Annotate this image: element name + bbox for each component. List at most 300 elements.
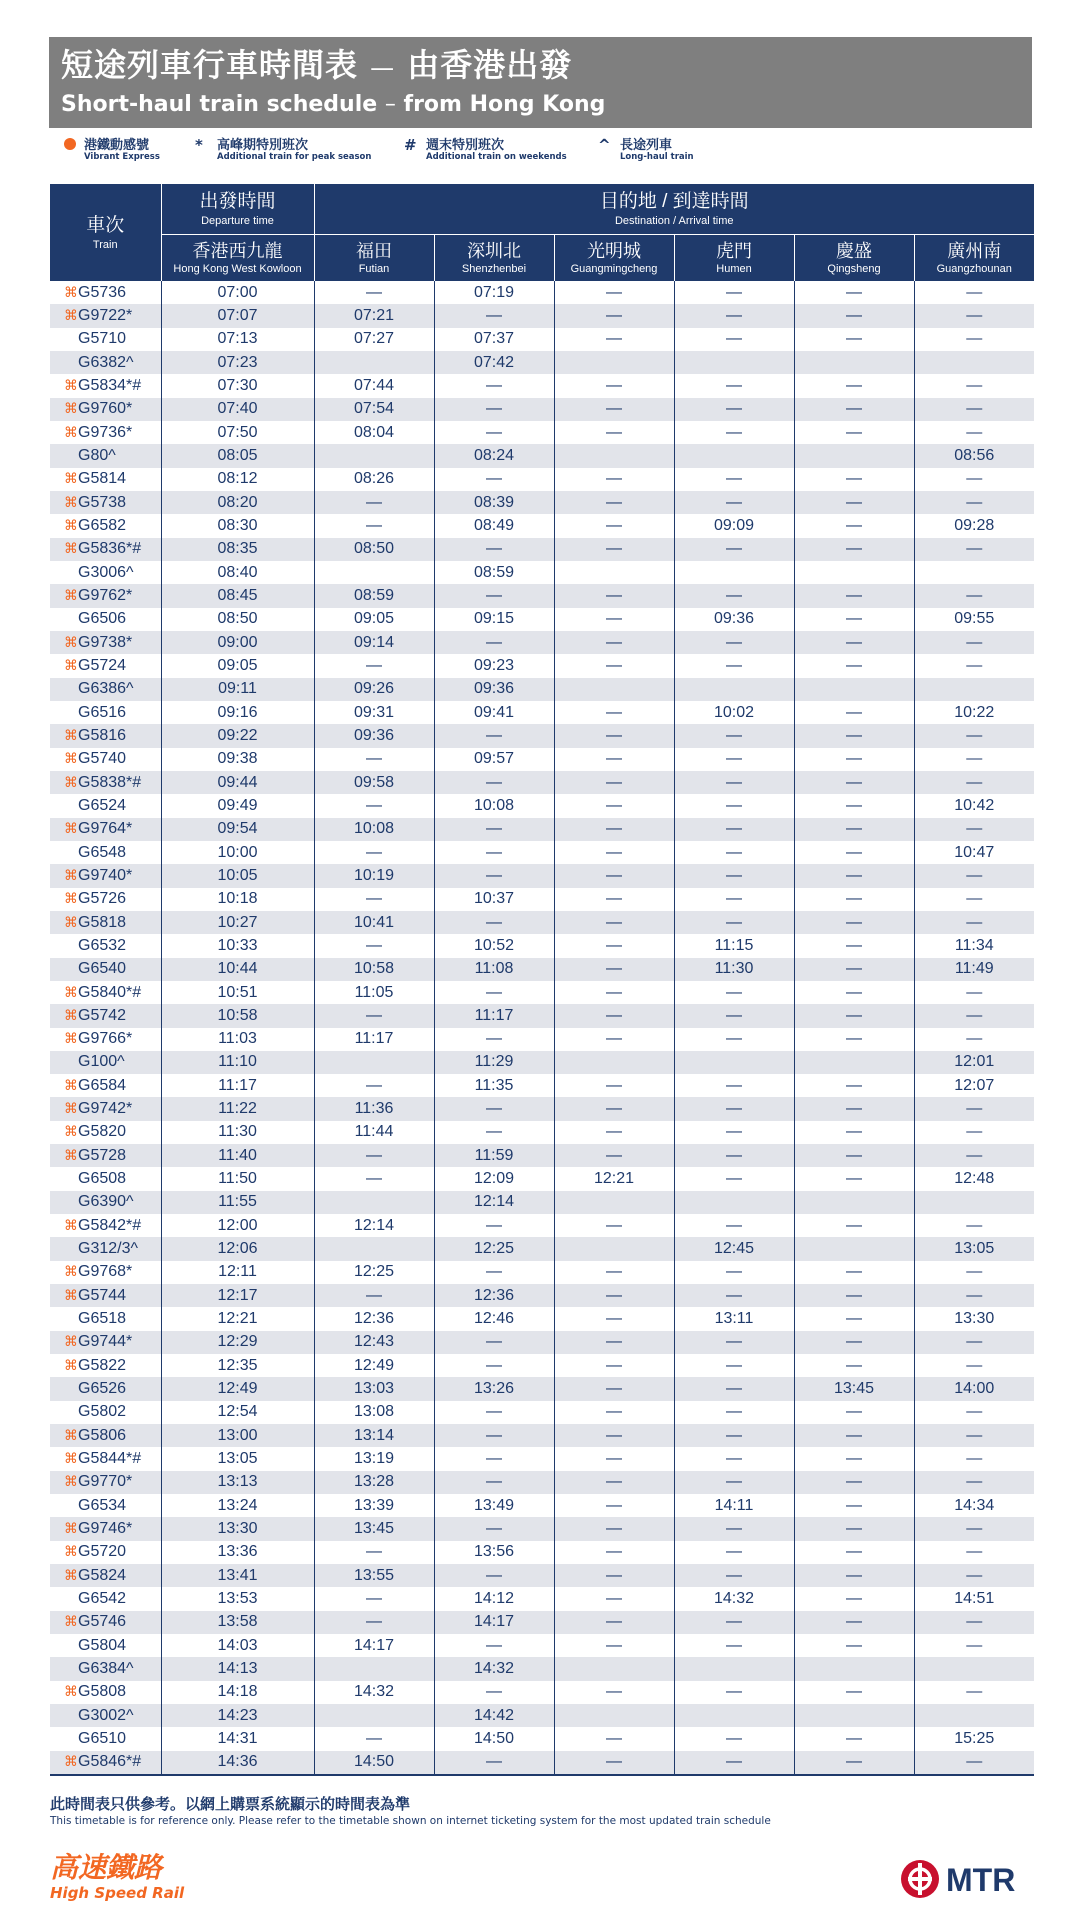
table-row	[50, 1167, 1034, 1190]
arrival-time-cell	[674, 1051, 794, 1074]
arrival-time-cell: —	[914, 281, 1034, 304]
table-row	[50, 1191, 1034, 1214]
arrival-time-cell: —	[434, 398, 554, 421]
arrival-time-cell: —	[314, 654, 434, 677]
train-number: G5744	[78, 1286, 127, 1304]
arrival-time-cell: 08:26	[314, 468, 434, 491]
arrival-time-cell: 14:50	[314, 1751, 434, 1775]
arrival-time-cell	[914, 1657, 1034, 1680]
timetable-body	[50, 281, 1034, 1775]
station-name-zh: 香港西九龍	[192, 241, 283, 261]
departure-time-cell: 11:30	[161, 1121, 314, 1144]
vibrant-express-icon: ⌘	[64, 540, 78, 557]
train-number-cell	[50, 888, 161, 911]
train-number-cell	[50, 514, 161, 537]
arrival-time-cell: —	[674, 1144, 794, 1167]
vibrant-express-icon: ⌘	[64, 1753, 78, 1770]
arrival-time-cell: —	[794, 934, 914, 957]
arrival-time-cell: —	[314, 1611, 434, 1634]
arrival-time-cell: —	[914, 771, 1034, 794]
arrival-time-cell: —	[674, 1261, 794, 1284]
legend-label-en: Vibrant Express	[84, 152, 160, 162]
arrival-time-cell: —	[674, 1028, 794, 1051]
arrival-time-cell: —	[794, 1214, 914, 1237]
arrival-time-cell: 13:39	[314, 1494, 434, 1517]
station-name-zh: 虎門	[716, 241, 752, 261]
table-row	[50, 398, 1034, 421]
arrival-time-cell	[794, 444, 914, 467]
arrival-time-cell: —	[914, 864, 1034, 887]
arrival-time-cell: —	[554, 1307, 674, 1330]
departure-time-cell: 09:54	[161, 818, 314, 841]
train-number: G6532	[78, 936, 127, 954]
arrival-time-cell: —	[674, 1074, 794, 1097]
train-number-cell	[50, 1237, 161, 1260]
table-row	[50, 561, 1034, 584]
arrival-time-cell: —	[794, 328, 914, 351]
station-name-en: Qingsheng	[827, 263, 881, 275]
departure-time-cell: 10:58	[161, 1004, 314, 1027]
arrival-time-cell: —	[674, 1634, 794, 1657]
arrival-time-cell: 14:32	[434, 1657, 554, 1680]
arrival-time-cell: —	[554, 421, 674, 444]
arrival-time-cell: —	[434, 1447, 554, 1470]
arrival-time-cell: 13:26	[434, 1377, 554, 1400]
arrival-time-cell: —	[794, 421, 914, 444]
departure-time-cell: 10:44	[161, 958, 314, 981]
arrival-time-cell: —	[554, 724, 674, 747]
arrival-time-cell: —	[554, 771, 674, 794]
arrival-time-cell: —	[554, 1214, 674, 1237]
arrival-time-cell: 09:09	[674, 514, 794, 537]
arrival-time-cell: —	[674, 491, 794, 514]
arrival-time-cell: 09:36	[434, 678, 554, 701]
arrival-time-cell: —	[434, 1564, 554, 1587]
arrival-time-cell: —	[554, 1377, 674, 1400]
arrival-time-cell	[914, 1704, 1034, 1727]
arrival-time-cell	[794, 1704, 914, 1727]
arrival-time-cell: 09:31	[314, 701, 434, 724]
arrival-time-cell: 09:26	[314, 678, 434, 701]
table-row	[50, 701, 1034, 724]
train-number: G5818	[78, 913, 127, 931]
station-header	[161, 235, 314, 282]
arrival-time-cell	[554, 1657, 674, 1680]
train-header-zh: 車次	[86, 214, 125, 236]
table-row	[50, 608, 1034, 631]
arrival-time-cell: —	[794, 1751, 914, 1775]
train-number-cell	[50, 328, 161, 351]
table-row	[50, 1237, 1034, 1260]
arrival-time-cell: —	[554, 514, 674, 537]
arrival-time-cell: 08:24	[434, 444, 554, 467]
title-english	[61, 90, 1020, 120]
arrival-time-cell: —	[314, 748, 434, 771]
train-number-cell	[50, 1447, 161, 1470]
train-number: G5838*#	[78, 773, 142, 791]
arrival-time-cell: 14:32	[314, 1681, 434, 1704]
arrival-time-cell: 10:02	[674, 701, 794, 724]
vibrant-express-icon: ⌘	[64, 283, 78, 300]
table-row	[50, 1517, 1034, 1540]
table-row	[50, 351, 1034, 374]
arrival-time-cell: —	[674, 304, 794, 327]
arrival-time-cell: —	[674, 1751, 794, 1775]
arrival-time-cell: —	[914, 1004, 1034, 1027]
table-row	[50, 538, 1034, 561]
vibrant-express-icon: ⌘	[64, 1216, 78, 1233]
arrival-time-cell	[794, 1237, 914, 1260]
arrival-time-cell: —	[914, 421, 1034, 444]
departure-time-cell: 13:30	[161, 1517, 314, 1540]
departure-time-cell: 10:33	[161, 934, 314, 957]
table-row	[50, 1494, 1034, 1517]
arrival-time-cell: —	[674, 1727, 794, 1750]
arrival-time-cell: 13:56	[434, 1541, 554, 1564]
arrival-time-cell: —	[554, 491, 674, 514]
departure-time-cell: 13:00	[161, 1424, 314, 1447]
arrival-time-cell: —	[554, 1284, 674, 1307]
train-number: G3006^	[78, 563, 134, 581]
table-row	[50, 981, 1034, 1004]
train-number-cell	[50, 608, 161, 631]
title-en-separator: –	[384, 92, 396, 117]
train-number: G100^	[78, 1053, 125, 1071]
vibrant-express-icon: ⌘	[64, 913, 78, 930]
arrival-time-cell: —	[794, 468, 914, 491]
vibrant-express-icon: ⌘	[64, 1683, 78, 1700]
departure-time-cell: 11:10	[161, 1051, 314, 1074]
table-row	[50, 1447, 1034, 1470]
vibrant-express-icon: ⌘	[64, 1076, 78, 1093]
legend-label-en: Long-haul train	[620, 152, 694, 162]
arrival-time-cell: —	[314, 841, 434, 864]
arrival-time-cell: —	[554, 794, 674, 817]
arrival-time-cell: 13:11	[674, 1307, 794, 1330]
destination-column-header	[314, 184, 1034, 235]
destination-header-zh: 目的地 / 到達時間	[599, 191, 749, 212]
arrival-time-cell: —	[794, 1494, 914, 1517]
arrival-time-cell: —	[674, 328, 794, 351]
train-number: G6542	[78, 1590, 127, 1608]
train-number: G5814	[78, 470, 127, 488]
table-row	[50, 1587, 1034, 1610]
arrival-time-cell: 07:54	[314, 398, 434, 421]
arrival-time-cell: —	[914, 1121, 1034, 1144]
train-number: G5736	[78, 283, 127, 301]
departure-time-cell: 08:40	[161, 561, 314, 584]
train-number-cell	[50, 281, 161, 304]
table-row	[50, 864, 1034, 887]
train-number-cell	[50, 1377, 161, 1400]
arrival-time-cell: 09:05	[314, 608, 434, 631]
arrival-time-cell: 09:57	[434, 748, 554, 771]
station-name-zh: 光明城	[587, 241, 641, 261]
train-number-cell	[50, 1541, 161, 1564]
train-number: G6584	[78, 1076, 127, 1094]
arrival-time-cell: 12:25	[314, 1261, 434, 1284]
arrival-time-cell: 14:50	[434, 1727, 554, 1750]
vibrant-express-icon: ⌘	[64, 726, 78, 743]
title-zh-sub: 由香港出發	[407, 46, 573, 84]
table-row	[50, 1541, 1034, 1564]
arrival-time-cell: 12:25	[434, 1237, 554, 1260]
arrival-time-cell: 09:28	[914, 514, 1034, 537]
arrival-time-cell	[554, 444, 674, 467]
table-row	[50, 888, 1034, 911]
train-number-cell	[50, 1284, 161, 1307]
arrival-time-cell	[314, 1704, 434, 1727]
arrival-time-cell: 10:58	[314, 958, 434, 981]
departure-column-header	[161, 184, 314, 235]
arrival-time-cell: 14:34	[914, 1494, 1034, 1517]
arrival-time-cell: 12:14	[434, 1191, 554, 1214]
arrival-time-cell: —	[554, 818, 674, 841]
arrival-time-cell: —	[314, 1284, 434, 1307]
table-row	[50, 1261, 1034, 1284]
arrival-time-cell: —	[554, 281, 674, 304]
arrival-time-cell: 08:39	[434, 491, 554, 514]
arrival-time-cell: —	[554, 748, 674, 771]
train-number-cell	[50, 1074, 161, 1097]
arrival-time-cell: —	[314, 1541, 434, 1564]
arrival-time-cell: 09:23	[434, 654, 554, 677]
arrival-time-cell	[554, 678, 674, 701]
arrival-time-cell: —	[434, 1401, 554, 1424]
departure-time-cell: 10:51	[161, 981, 314, 1004]
arrival-time-cell	[314, 561, 434, 584]
table-row	[50, 1097, 1034, 1120]
arrival-time-cell: —	[554, 1331, 674, 1354]
arrival-time-cell: 14:42	[434, 1704, 554, 1727]
arrival-time-cell: —	[554, 1144, 674, 1167]
arrival-time-cell: —	[914, 1144, 1034, 1167]
arrival-time-cell: —	[914, 1751, 1034, 1775]
train-number: G5710	[78, 330, 127, 348]
table-row	[50, 281, 1034, 304]
legend-label-zh: 週末特別班次	[426, 138, 505, 153]
train-number: G5808	[78, 1683, 127, 1701]
arrival-time-cell: —	[434, 981, 554, 1004]
train-number-cell	[50, 934, 161, 957]
train-number-cell	[50, 1121, 161, 1144]
arrival-time-cell: —	[314, 1144, 434, 1167]
arrival-time-cell: 10:42	[914, 794, 1034, 817]
vibrant-express-icon: ⌘	[64, 773, 78, 790]
train-number: G80^	[78, 446, 116, 464]
timetable	[50, 184, 1034, 1776]
departure-time-cell: 14:36	[161, 1751, 314, 1775]
train-number: G6516	[78, 703, 127, 721]
arrival-time-cell: —	[674, 1517, 794, 1540]
station-name-en: Guangmingcheng	[570, 263, 658, 275]
arrival-time-cell	[794, 1657, 914, 1680]
table-row	[50, 421, 1034, 444]
arrival-time-cell: 07:44	[314, 374, 434, 397]
arrival-time-cell: 10:08	[314, 818, 434, 841]
vibrant-express-icon: ⌘	[64, 423, 78, 440]
arrival-time-cell: —	[554, 398, 674, 421]
arrival-time-cell: —	[914, 328, 1034, 351]
arrival-time-cell: 13:08	[314, 1401, 434, 1424]
arrival-time-cell: —	[554, 1261, 674, 1284]
vibrant-express-icon: ⌘	[64, 1613, 78, 1630]
vibrant-express-icon: ⌘	[64, 470, 78, 487]
train-number: G9770*	[78, 1473, 133, 1491]
arrival-time-cell: —	[794, 1634, 914, 1657]
train-number: G3002^	[78, 1706, 134, 1724]
arrival-time-cell: —	[674, 468, 794, 491]
arrival-time-cell: —	[674, 1401, 794, 1424]
train-number: G5820	[78, 1123, 127, 1141]
high-speed-rail-logo	[50, 1852, 184, 1902]
train-number: G6508	[78, 1170, 127, 1188]
table-row	[50, 491, 1034, 514]
arrival-time-cell: —	[674, 1284, 794, 1307]
vibrant-express-icon: ⌘	[64, 890, 78, 907]
arrival-time-cell: —	[914, 1447, 1034, 1470]
arrival-time-cell: 12:43	[314, 1331, 434, 1354]
station-name-en: Futian	[358, 263, 390, 275]
orange-dot-icon	[64, 138, 76, 150]
departure-time-cell: 11:55	[161, 1191, 314, 1214]
arrival-time-cell: —	[794, 1261, 914, 1284]
arrival-time-cell: —	[674, 1167, 794, 1190]
departure-time-cell: 12:11	[161, 1261, 314, 1284]
arrival-time-cell: —	[434, 374, 554, 397]
train-number: G9722*	[78, 306, 133, 324]
arrival-time-cell	[314, 351, 434, 374]
departure-time-cell: 13:24	[161, 1494, 314, 1517]
arrival-time-cell: —	[674, 538, 794, 561]
arrival-time-cell: —	[434, 864, 554, 887]
departure-time-cell: 12:17	[161, 1284, 314, 1307]
arrival-time-cell	[674, 351, 794, 374]
arrival-time-cell: —	[794, 841, 914, 864]
arrival-time-cell: 11:08	[434, 958, 554, 981]
train-number-cell	[50, 1401, 161, 1424]
arrival-time-cell: —	[794, 631, 914, 654]
departure-time-cell: 12:49	[161, 1377, 314, 1400]
station-name-zh: 廣州南	[947, 241, 1002, 261]
train-number: G9744*	[78, 1333, 133, 1351]
arrival-time-cell: 11:35	[434, 1074, 554, 1097]
arrival-time-cell: —	[794, 1471, 914, 1494]
arrival-time-cell: —	[794, 864, 914, 887]
arrival-time-cell: —	[794, 794, 914, 817]
train-number: G6540	[78, 960, 127, 978]
arrival-time-cell: —	[914, 654, 1034, 677]
arrival-time-cell: —	[674, 818, 794, 841]
vibrant-express-icon: ⌘	[64, 1123, 78, 1140]
arrival-time-cell: —	[434, 771, 554, 794]
arrival-time-cell: 14:17	[314, 1634, 434, 1657]
arrival-time-cell: —	[554, 608, 674, 631]
arrival-time-cell: —	[794, 888, 914, 911]
table-row	[50, 1611, 1034, 1634]
arrival-time-cell: —	[554, 468, 674, 491]
arrival-time-cell: 11:29	[434, 1051, 554, 1074]
legend-label-zh: 港鐵動感號	[84, 138, 150, 153]
arrival-time-cell: —	[794, 304, 914, 327]
arrival-time-cell: —	[674, 421, 794, 444]
station-name-en: Shenzhenbei	[461, 263, 527, 275]
table-row	[50, 468, 1034, 491]
arrival-time-cell: —	[914, 1564, 1034, 1587]
train-number-cell	[50, 794, 161, 817]
arrival-time-cell: —	[794, 1167, 914, 1190]
train-number: G9760*	[78, 400, 133, 418]
train-number-cell	[50, 1751, 161, 1775]
table-row	[50, 304, 1034, 327]
arrival-time-cell: —	[914, 911, 1034, 934]
train-number: G6382^	[78, 353, 134, 371]
arrival-time-cell: —	[314, 1074, 434, 1097]
arrival-time-cell: —	[914, 748, 1034, 771]
arrival-time-cell: —	[914, 1097, 1034, 1120]
train-number: G6506	[78, 610, 127, 628]
table-row	[50, 1424, 1034, 1447]
table-row	[50, 958, 1034, 981]
arrival-time-cell	[314, 1657, 434, 1680]
arrival-time-cell	[914, 351, 1034, 374]
arrival-time-cell: —	[794, 608, 914, 631]
arrival-time-cell: —	[794, 981, 914, 1004]
train-number: G5726	[78, 890, 127, 908]
train-number: G9762*	[78, 586, 133, 604]
arrival-time-cell: 14:51	[914, 1587, 1034, 1610]
arrival-time-cell	[674, 1191, 794, 1214]
arrival-time-cell: —	[434, 1121, 554, 1144]
arrival-time-cell: —	[674, 841, 794, 864]
arrival-time-cell: —	[674, 724, 794, 747]
legend-label-en: Additional train for peak season	[217, 152, 372, 162]
departure-time-cell: 07:40	[161, 398, 314, 421]
arrival-time-cell: —	[914, 584, 1034, 607]
arrival-time-cell: —	[434, 1028, 554, 1051]
hsr-logo-en: High Speed Rail	[50, 1884, 185, 1902]
departure-time-cell: 10:05	[161, 864, 314, 887]
arrival-time-cell: —	[794, 1307, 914, 1330]
arrival-time-cell: 12:21	[554, 1167, 674, 1190]
train-number-cell	[50, 1028, 161, 1051]
train-number-cell	[50, 1611, 161, 1634]
train-number-cell	[50, 1051, 161, 1074]
vibrant-express-icon: ⌘	[64, 1543, 78, 1560]
arrival-time-cell: —	[914, 491, 1034, 514]
train-number-cell	[50, 374, 161, 397]
train-number-cell	[50, 818, 161, 841]
arrival-time-cell: —	[914, 1424, 1034, 1447]
arrival-time-cell	[554, 1237, 674, 1260]
table-row	[50, 374, 1034, 397]
departure-time-cell: 08:05	[161, 444, 314, 467]
train-number-cell	[50, 1424, 161, 1447]
vibrant-express-icon: ⌘	[64, 1520, 78, 1537]
departure-time-cell: 08:20	[161, 491, 314, 514]
train-number-cell	[50, 748, 161, 771]
arrival-time-cell: —	[794, 1074, 914, 1097]
arrival-time-cell: —	[314, 281, 434, 304]
arrival-time-cell: 09:41	[434, 701, 554, 724]
vibrant-express-icon: ⌘	[64, 1333, 78, 1350]
arrival-time-cell: —	[554, 934, 674, 957]
arrival-time-cell: 11:49	[914, 958, 1034, 981]
arrival-time-cell: —	[434, 1214, 554, 1237]
arrival-time-cell: 10:37	[434, 888, 554, 911]
station-header	[914, 235, 1034, 282]
train-number: G6518	[78, 1310, 127, 1328]
